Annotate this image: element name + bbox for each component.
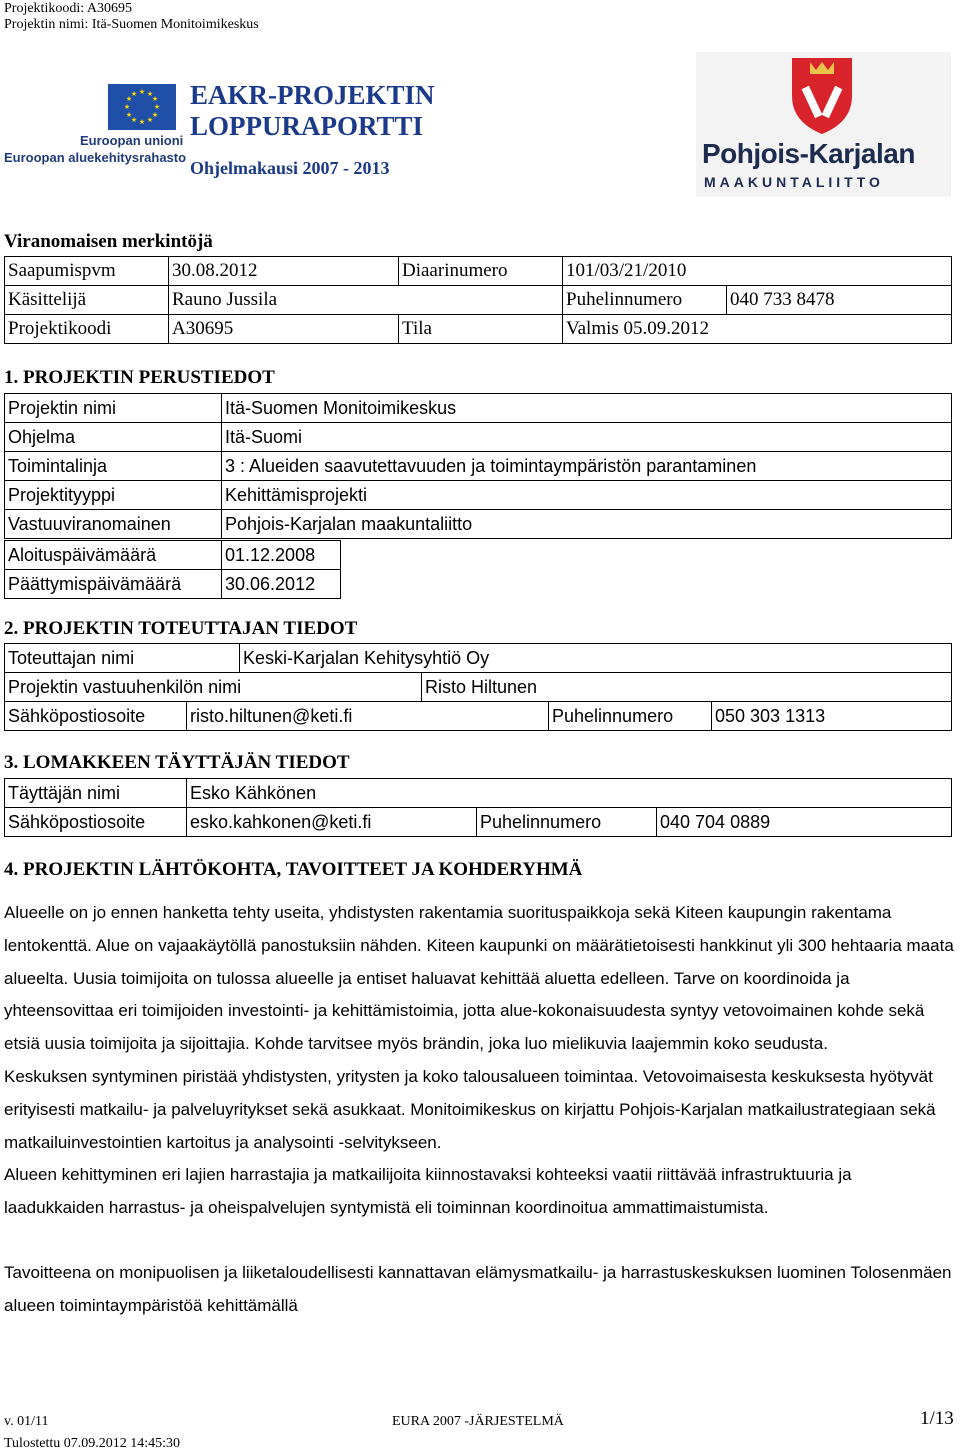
header-code: Projektikoodi: A30695 [4,1,132,16]
svg-text:★: ★ [130,116,138,124]
page-number: 1/13 [920,1408,954,1429]
svg-text:★: ★ [146,90,154,98]
svg-text:★: ★ [130,90,138,98]
table-row: Täyttäjän nimi Esko Kähkönen [5,779,952,808]
table-row: Toimintalinja 3 : Alueiden saavutettavuuden ja toimintaympäristön parantaminen [5,452,952,481]
svg-text:★: ★ [151,111,159,119]
footer-printed: Tulostettu 07.09.2012 14:45:30 [4,1436,181,1451]
table-row: Sähköpostiosoite risto.hiltunen@keti.fi Puhelinnumero 050 303 1313 [5,702,952,731]
table-row: Toteuttajan nimi Keski-Karjalan Kehitysyhtiö Oy [5,644,952,673]
report-title: EAKR-PROJEKTIN LOPPURAPORTTI [190,80,435,141]
program-period: Ohjelmakausi 2007 - 2013 [190,158,390,178]
pohjois-karjala-logo: Pohjois-Karjalan MAAKUNTALIITTO [696,52,951,197]
footer-version: v. 01/11 [4,1414,49,1429]
table-row: Projektityyppi Kehittämisprojekti [5,481,952,510]
table-row: Ohjelma Itä-Suomi [5,423,952,452]
implementer-contact-table [4,701,952,731]
authority-table [4,256,952,344]
table-row: Käsittelijä Rauno Jussila Puhelinnumero 040 733 8478 [5,286,952,315]
svg-text:★: ★ [138,88,146,96]
table-row: Saapumispvm 30.08.2012 Diaarinumero 101/03/21/2010 [5,257,952,286]
svg-text:★: ★ [138,118,146,126]
table-row: Sähköpostiosoite esko.kahkonen@keti.fi Puhelinnumero 040 704 0889 [5,808,952,837]
eu-flag-icon [108,84,176,130]
svg-text:★: ★ [151,95,159,103]
table-row: Vastuuviranomainen Pohjois-Karjalan maakuntaliitto [5,510,952,539]
table-row: Projektikoodi A30695 Tila Valmis 05.09.2012 [5,315,952,344]
paragraph: Alueelle on jo ennen hanketta tehty useita, yhdistysten rakentamia suorituspaikkoja sekä Kiteen kaupungin rakentama lentokenttä. Alue on vajaakäytöllä panostuksiin nähden. Kiteen kaupunki on määrätietoisesti hankkinut yli 300 hehtaaria maata alueelta. Uusia toimijoita on tulossa alueelle ja entiset haluavat kehittää aluetta edelleen. Tarve on koordinoida ja yhteensovittaa eri toimijoiden investointi- ja kehittämistoimia, jotta alue-kokonaisuudesta syntyy vetovoimainen kohde sekä etsiä uusia toimijoita ja sijoittajia. Kohde tarvitsee myös brändin, joka luo mielikuvia laajemmin koko seudusta. [4,903,954,1054]
dates-table [4,540,341,599]
table-row: Projektin vastuuhenkilön nimi Risto Hiltunen [5,673,952,702]
header-project-name: Projektin nimi: Itä-Suomen Monitoimikeskus [4,17,259,32]
table-row: Projektin nimi Itä-Suomen Monitoimikeskus [5,394,952,423]
paragraph: Keskuksen syntyminen piristää yhdistysten, yritysten ja koko talousalueen toimintaa. Vetovoimaisesta keskuksesta hyötyvät erityisesti matkailu- ja palveluyritykset sekä asukkaat. Monitoimikeskus on kirjattu Pohjois-Karjalan matkailustrategiaan sekä matkailuinvestointien kartoitus ja analysointi -selvitykseen. [4,1066,936,1152]
footer-system: EURA 2007 -JÄRJESTELMÄ [392,1414,564,1429]
basic-info-table [4,393,952,539]
section4-body [4,897,956,1323]
svg-text:★: ★ [125,95,133,103]
section2-heading: 2. PROJEKTIN TOTEUTTAJAN TIEDOT [4,618,358,639]
section4-heading: 4. PROJEKTIN LÄHTÖKOHTA, TAVOITTEET JA KOHDERYHMÄ [4,859,583,880]
section3-heading: 3. LOMAKKEEN TÄYTTÄJÄN TIEDOT [4,752,350,773]
svg-text:★: ★ [146,116,154,124]
implementer-table [4,643,952,673]
svg-text:★: ★ [125,111,133,119]
svg-text:★: ★ [153,103,161,111]
table-row: Päättymispäivämäärä 30.06.2012 [5,570,341,599]
filler-table [4,778,952,837]
eu-logo-text-2: Euroopan aluekehitysrahasto [4,150,187,165]
paragraph: Tavoitteena on monipuolisen ja liiketaloudellisesti kannattavan elämysmatkailu- ja harrastuskeskuksen luominen Tolosenmäen alueen toimintaympäristöä kehittämällä [4,1262,952,1315]
responsible-table [4,672,952,702]
table-row: Aloituspäivämäärä 01.12.2008 [5,541,341,570]
paragraph: Alueen kehittyminen eri lajien harrastajia ja matkailijoita kiinnostavaksi kohteeksi vaatii riittävää infrastruktuuria ja laadukkaiden harrastus- ja oheispalvelujen syntymistä eli toiminnan koordinoitua ammattimaistumista. [4,1165,852,1218]
svg-text:★: ★ [123,103,131,111]
section1-heading: 1. PROJEKTIN PERUSTIEDOT [4,367,275,388]
eu-logo-text-1: Euroopan unioni [80,133,184,148]
authority-heading: Viranomaisen merkintöjä [4,231,213,252]
